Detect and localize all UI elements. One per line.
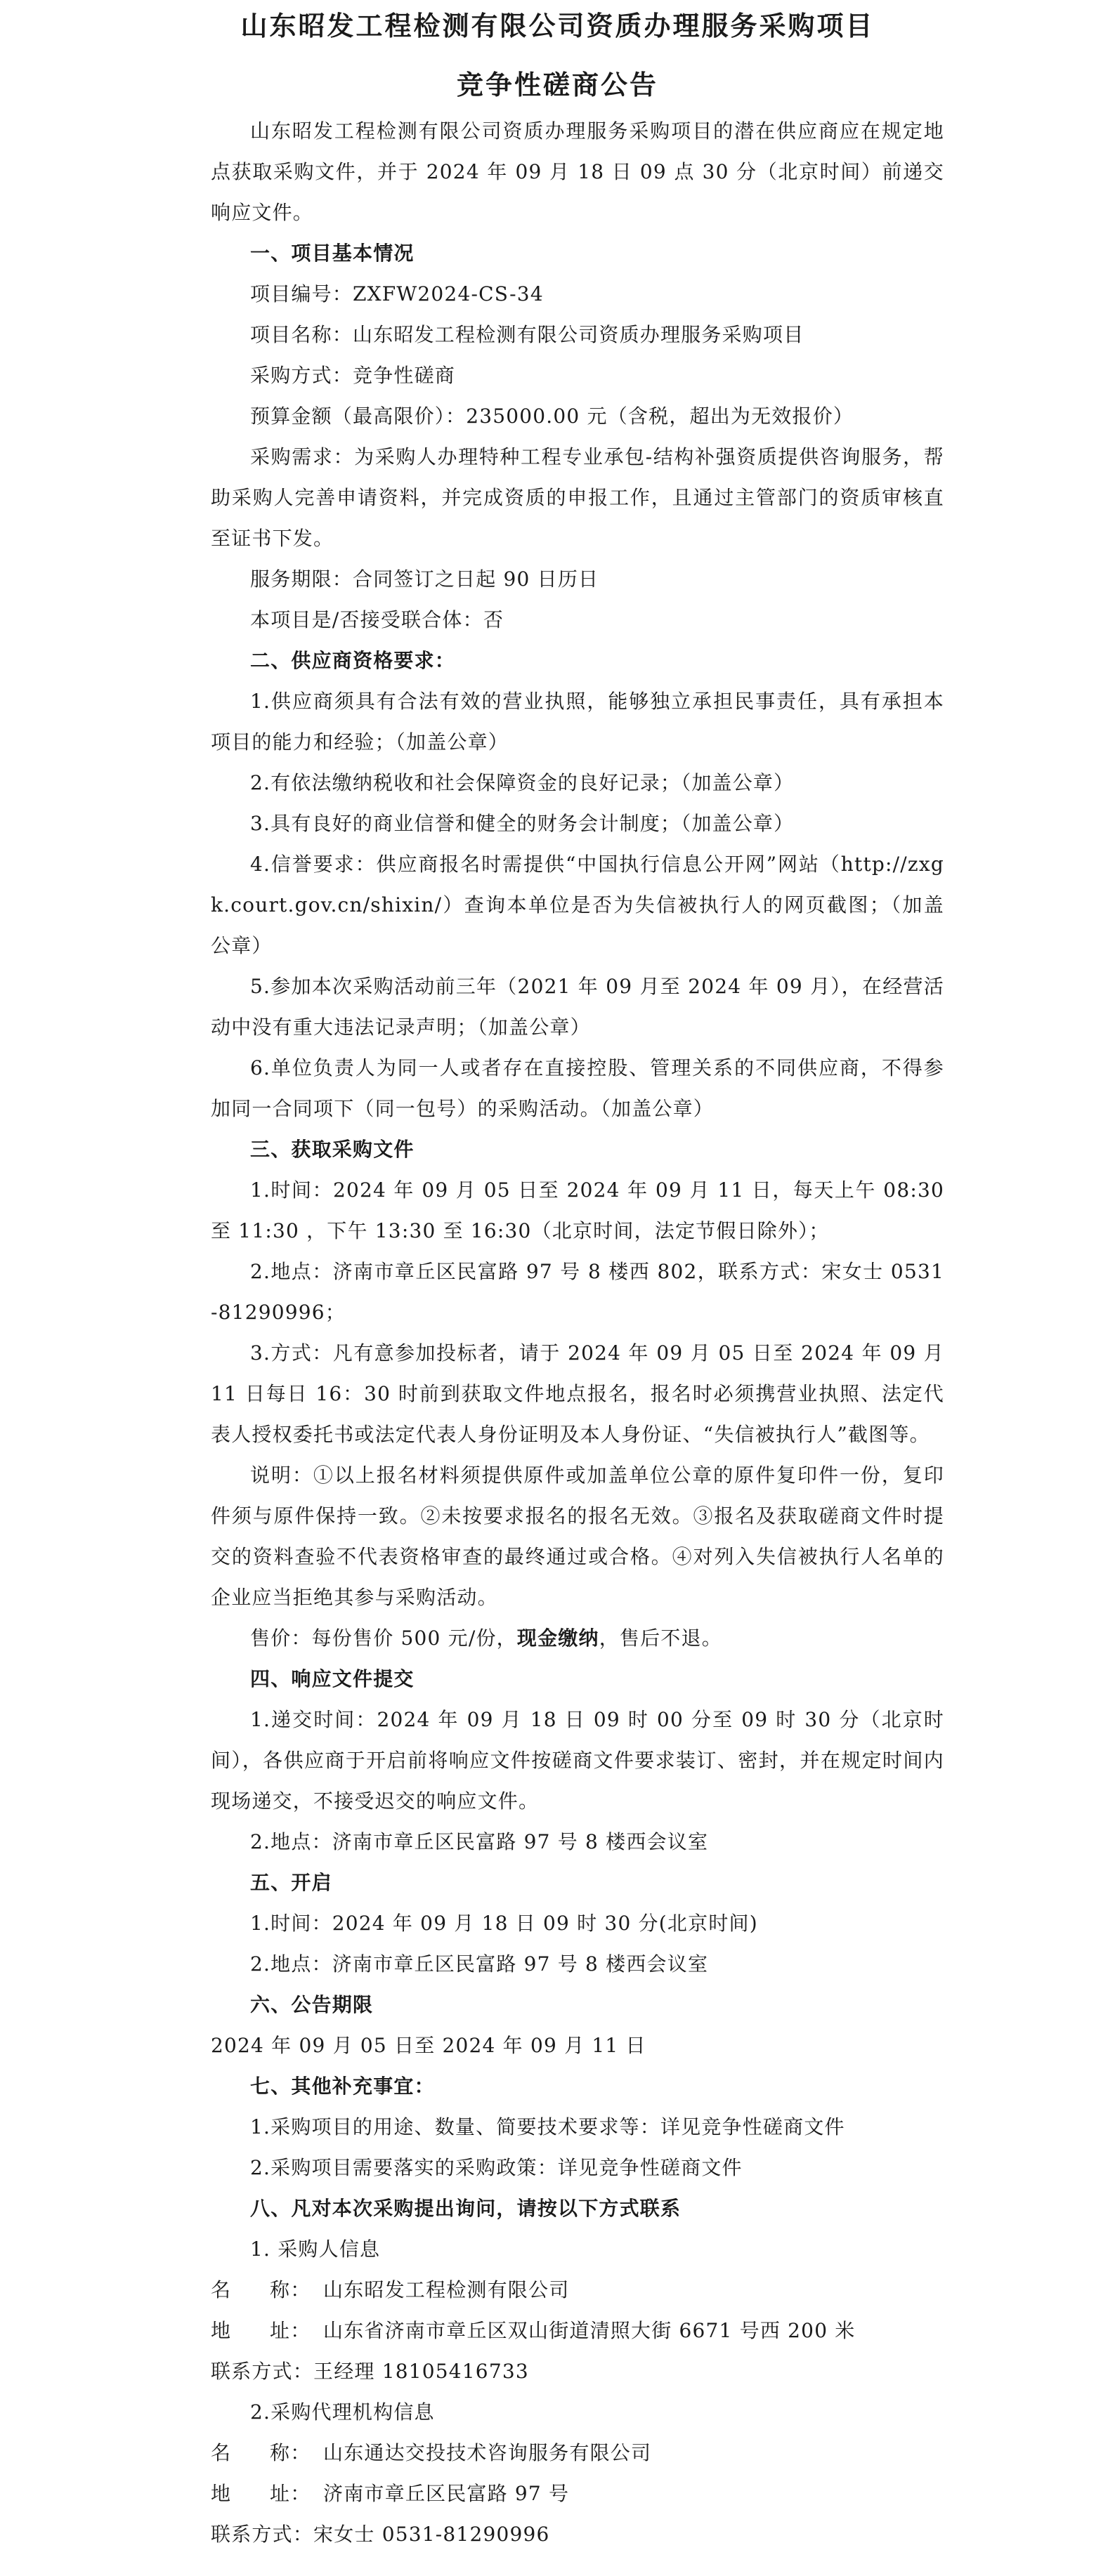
address-label: 地 址： — [211, 2319, 311, 2342]
section-7-heading: 七、其他补充事宜： — [250, 2075, 435, 2098]
procurement-method: 采购方式：竞争性磋商 — [250, 364, 456, 387]
page-title: 山东昭发工程检测有限公司资质办理服务采购项目 — [240, 10, 875, 41]
obtain-note: 说明：①以上报名材料须提供原件或加盖单位公章的原件复印件一份，复印件须与原件保持一致。②未按要求报名的报名无效。③报名及获取磋商文件时提交的资料查验不代表资格审查的最终通过或合格。④对列入失信被执行人名单的企业应当拒绝其参与采购活动。 — [211, 1464, 944, 1609]
agent-info-title: 2.采购代理机构信息 — [250, 2400, 435, 2424]
agent-name-row — [211, 2433, 944, 2473]
agent-name: 山东通达交投技术咨询服务有限公司 — [323, 2441, 652, 2464]
qualification-item: 4.信誉要求：供应商报名时需提供“中国执行信息公开网”网站（http://zxgk.court.gov.cn/shixin/）查询本单位是否为失信被执行人的网页截图；（加盖公章） — [211, 853, 944, 957]
obtain-method: 3.方式：凡有意参加投标者，请于 2024 年 09 月 05 日至 2024 年 09 月 11 日每日 16：30 时前到获取文件地点报名，报名时必须携营业执照、法定代表人授权委托书或法定代表人身份证明及本人身份证、“失信被执行人”截图等。 — [211, 1341, 944, 1446]
section-5-heading: 五、开启 — [250, 1871, 332, 1894]
page-subtitle: 竞争性磋商公告 — [456, 69, 658, 100]
qualification-item: 3.具有良好的商业信誉和健全的财务会计制度；（加盖公章） — [250, 812, 795, 835]
agent-address: 济南市章丘区民富路 97 号 — [323, 2482, 570, 2505]
buyer-address-row — [211, 2311, 944, 2351]
section-6-heading: 六、公告期限 — [250, 1993, 374, 2016]
section-8-heading: 八、凡对本次采购提出询问，请按以下方式联系 — [250, 2197, 682, 2220]
obtain-time: 1.时间：2024 年 09 月 05 日至 2024 年 09 月 11 日，每天上午 08:30 至 11:30 ，下午 13:30 至 16:30（北京时间，法定节假日除外）； — [211, 1178, 944, 1242]
section-1-heading: 一、项目基本情况 — [250, 242, 415, 265]
consortium-info: 本项目是/否接受联合体：否 — [250, 608, 504, 631]
opening-place: 2.地点：济南市章丘区民富路 97 号 8 楼西会议室 — [250, 1952, 709, 1976]
buyer-name: 山东昭发工程检测有限公司 — [323, 2278, 570, 2301]
price-payment: 现金缴纳 — [516, 1627, 599, 1650]
submission-place: 2.地点：济南市章丘区民富路 97 号 8 楼西会议室 — [250, 1830, 709, 1853]
service-period: 服务期限：合同签订之日起 90 日历日 — [250, 567, 599, 591]
qualification-item: 6.单位负责人为同一人或者存在直接控股、管理关系的不同供应商，不得参加同一合同项下（同一包号）的采购活动。（加盖公章） — [211, 1056, 944, 1120]
procurement-demand: 采购需求：为采购人办理特种工程专业承包-结构补强资质提供咨询服务，帮助采购人完善申请资料，并完成资质的申报工作，且通过主管部门的资质审核直至证书下发。 — [211, 445, 944, 550]
address-label: 地 址： — [211, 2482, 311, 2505]
budget-amount: 预算金额（最高限价）：235000.00 元（含税，超出为无效报价） — [250, 405, 854, 428]
section-3-heading: 三、获取采购文件 — [250, 1138, 415, 1161]
obtain-place: 2.地点：济南市章丘区民富路 97 号 8 楼西 802，联系方式：宋女士 0531-81290996； — [211, 1260, 944, 1324]
section-4-heading: 四、响应文件提交 — [250, 1667, 415, 1690]
name-label: 名 称： — [211, 2278, 311, 2301]
announcement-body — [211, 111, 944, 2555]
buyer-contact: 联系方式：王经理 18105416733 — [211, 2360, 529, 2383]
document-price — [211, 1618, 944, 1659]
price-text: 售价：每份售价 500 元/份， — [250, 1627, 517, 1650]
opening-time: 1.时间：2024 年 09 月 18 日 09 时 30 分(北京时间) — [250, 1912, 758, 1935]
project-code: 项目编号：ZXFW2024-CS-34 — [250, 282, 544, 305]
qualification-item: 5.参加本次采购活动前三年（2021 年 09 月至 2024 年 09 月），在经营活动中没有重大违法记录声明；（加盖公章） — [211, 975, 944, 1039]
buyer-name-row — [211, 2270, 944, 2311]
supplement-item: 1.采购项目的用途、数量、简要技术要求等：详见竞争性磋商文件 — [250, 2115, 845, 2138]
supplement-item: 2.采购项目需要落实的采购政策：详见竞争性磋商文件 — [250, 2156, 743, 2179]
announcement-period: 2024 年 09 月 05 日至 2024 年 09 月 11 日 — [211, 2034, 646, 2057]
submission-time: 1.递交时间：2024 年 09 月 18 日 09 时 00 分至 09 时 30 分（北京时间），各供应商于开启前将响应文件按磋商文件要求装订、密封，并在规定时间内现场递交，不接受迟交的响应文件。 — [211, 1708, 944, 1813]
name-label: 名 称： — [211, 2441, 311, 2464]
buyer-address: 山东省济南市章丘区双山街道清照大街 6671 号西 200 米 — [323, 2319, 856, 2342]
intro-paragraph: 山东昭发工程检测有限公司资质办理服务采购项目的潜在供应商应在规定地点获取采购文件，并于 2024 年 09 月 18 日 09 点 30 分（北京时间）前递交响应文件。 — [211, 119, 944, 224]
agent-contact: 联系方式：宋女士 0531-81290996 — [211, 2523, 550, 2546]
price-refund: ，售后不退。 — [599, 1627, 722, 1650]
qualification-item: 1.供应商须具有合法有效的营业执照，能够独立承担民事责任，具有承担本项目的能力和经验；（加盖公章） — [211, 690, 944, 754]
buyer-info-title: 1. 采购人信息 — [250, 2237, 381, 2261]
agent-address-row — [211, 2473, 944, 2514]
qualification-item: 2.有依法缴纳税收和社会保障资金的良好记录；（加盖公章） — [250, 771, 795, 794]
project-name: 项目名称：山东昭发工程检测有限公司资质办理服务采购项目 — [250, 323, 804, 346]
section-2-heading: 二、供应商资格要求： — [250, 649, 456, 672]
